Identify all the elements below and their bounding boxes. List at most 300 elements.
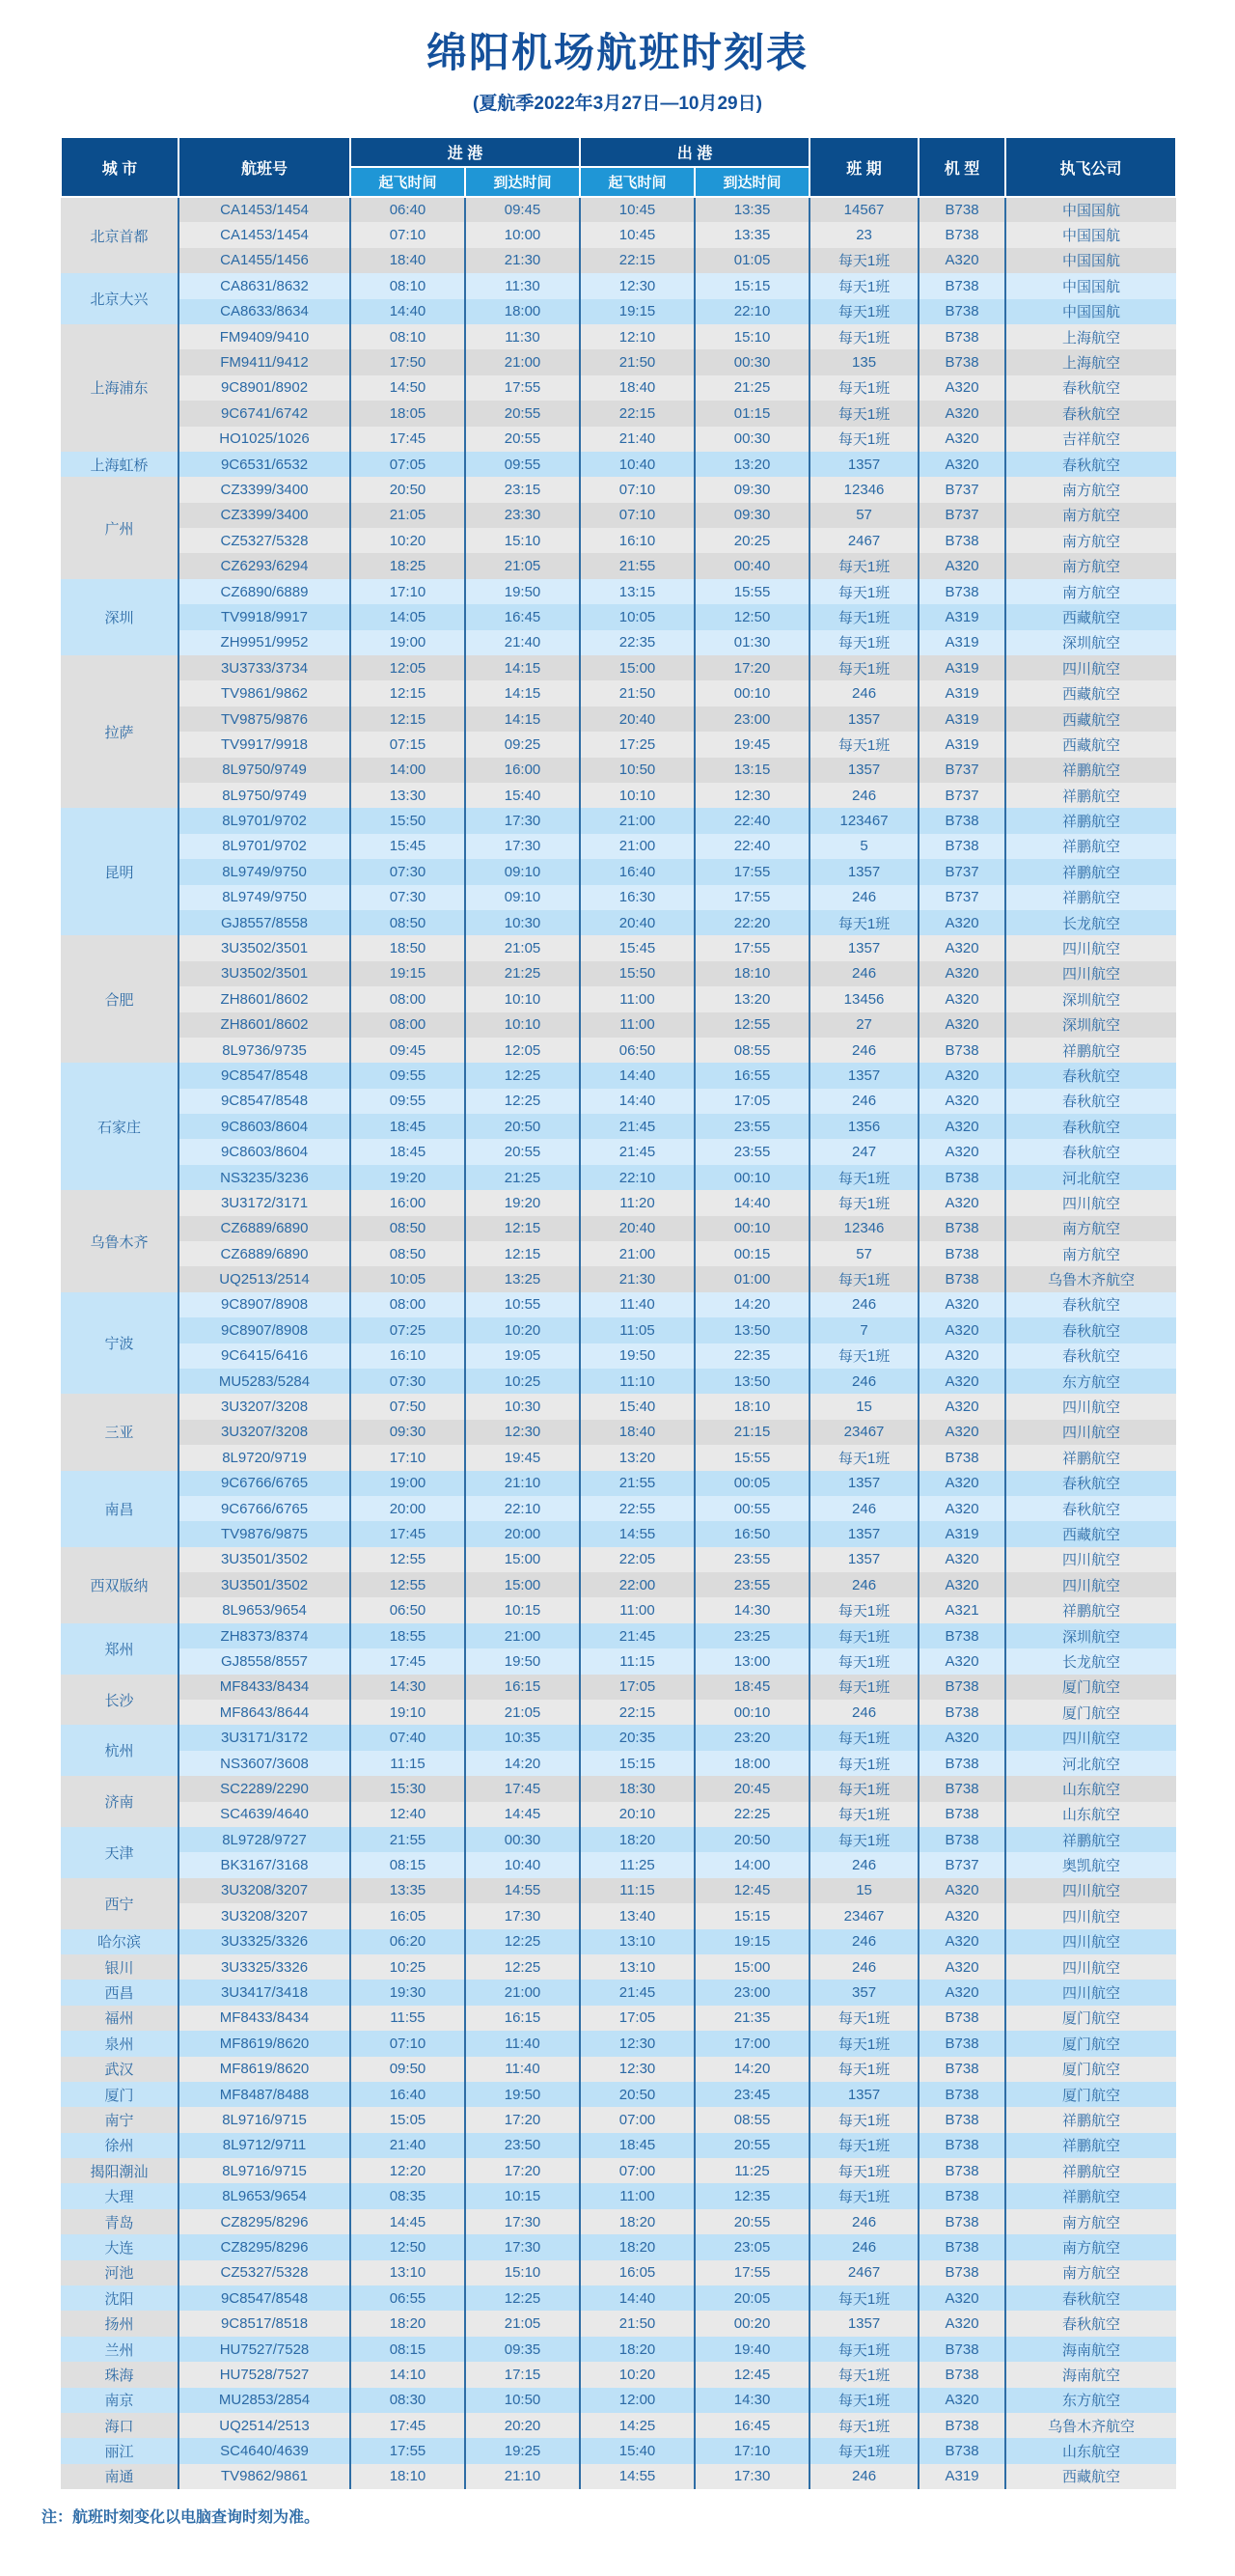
inbound-dep-cell: 17:45 bbox=[350, 1648, 465, 1674]
table-row bbox=[61, 1445, 1176, 1470]
inbound-dep-cell: 12:20 bbox=[350, 2158, 465, 2183]
inbound-dep-cell: 07:30 bbox=[350, 859, 465, 884]
inbound-dep-cell: 07:40 bbox=[350, 1725, 465, 1750]
inbound-dep-cell: 08:50 bbox=[350, 1241, 465, 1266]
airline-cell: 深圳航空 bbox=[1005, 1012, 1176, 1038]
airline-cell: 春秋航空 bbox=[1005, 1292, 1176, 1317]
schedule-cell: 每天1班 bbox=[810, 2413, 919, 2438]
aircraft-cell: A320 bbox=[919, 553, 1005, 578]
inbound-dep-cell: 18:05 bbox=[350, 401, 465, 426]
airline-cell: 中国国航 bbox=[1005, 299, 1176, 324]
inbound-dep-cell: 12:50 bbox=[350, 2234, 465, 2259]
inbound-arr-cell: 17:20 bbox=[465, 2107, 580, 2132]
airline-cell: 南方航空 bbox=[1005, 1241, 1176, 1266]
flight-no-cell: MU5283/5284 bbox=[178, 1369, 350, 1394]
inbound-arr-cell: 10:20 bbox=[465, 1317, 580, 1343]
outbound-dep-cell: 22:35 bbox=[580, 630, 695, 655]
aircraft-cell: A320 bbox=[919, 1139, 1005, 1164]
schedule-cell: 每天1班 bbox=[810, 427, 919, 452]
inbound-arr-cell: 22:10 bbox=[465, 1496, 580, 1521]
airline-cell: 祥鹏航空 bbox=[1005, 885, 1176, 910]
outbound-arr-cell: 22:40 bbox=[695, 808, 810, 833]
col-header-outbound: 出 港 bbox=[580, 137, 810, 167]
flight-no-cell: MF8643/8644 bbox=[178, 1700, 350, 1725]
inbound-dep-cell: 20:00 bbox=[350, 1496, 465, 1521]
flight-no-cell: 9C8907/8908 bbox=[178, 1292, 350, 1317]
city-cell: 北京大兴 bbox=[61, 273, 178, 324]
outbound-dep-cell: 11:00 bbox=[580, 1012, 695, 1038]
aircraft-cell: B737 bbox=[919, 859, 1005, 884]
airline-cell: 河北航空 bbox=[1005, 1751, 1176, 1776]
flight-no-cell: MF8619/8620 bbox=[178, 2057, 350, 2082]
outbound-dep-cell: 15:40 bbox=[580, 1394, 695, 1419]
table-row bbox=[61, 2413, 1176, 2438]
inbound-dep-cell: 15:45 bbox=[350, 834, 465, 859]
flight-no-cell: 3U3171/3172 bbox=[178, 1725, 350, 1750]
city-cell: 上海浦东 bbox=[61, 324, 178, 452]
page-title: 绵阳机场航班时刻表 bbox=[425, 30, 809, 75]
aircraft-cell: B737 bbox=[919, 885, 1005, 910]
schedule-cell: 每天1班 bbox=[810, 1445, 919, 1470]
outbound-dep-cell: 12:30 bbox=[580, 2057, 695, 2082]
inbound-dep-cell: 08:30 bbox=[350, 2388, 465, 2413]
schedule-cell: 57 bbox=[810, 503, 919, 528]
airline-cell: 祥鹏航空 bbox=[1005, 1445, 1176, 1470]
outbound-arr-cell: 15:55 bbox=[695, 1445, 810, 1470]
outbound-dep-cell: 11:40 bbox=[580, 1292, 695, 1317]
aircraft-cell: B738 bbox=[919, 2183, 1005, 2208]
schedule-cell: 23467 bbox=[810, 1420, 919, 1445]
schedule-cell: 246 bbox=[810, 2209, 919, 2234]
flight-no-cell: 9C8603/8604 bbox=[178, 1114, 350, 1139]
inbound-dep-cell: 18:10 bbox=[350, 2464, 465, 2489]
flight-no-cell: 3U3501/3502 bbox=[178, 1572, 350, 1597]
airline-cell: 四川航空 bbox=[1005, 935, 1176, 960]
airline-cell: 祥鹏航空 bbox=[1005, 2183, 1176, 2208]
table-row bbox=[61, 2107, 1176, 2132]
schedule-cell: 每天1班 bbox=[810, 1725, 919, 1750]
flight-no-cell: 8L9653/9654 bbox=[178, 2183, 350, 2208]
schedule-cell: 246 bbox=[810, 2464, 919, 2489]
aircraft-cell: A320 bbox=[919, 1089, 1005, 1114]
table-row bbox=[61, 1954, 1176, 1980]
schedule-cell: 每天1班 bbox=[810, 1623, 919, 1648]
table-row bbox=[61, 910, 1176, 935]
airline-cell: 祥鹏航空 bbox=[1005, 2158, 1176, 2183]
outbound-arr-cell: 00:10 bbox=[695, 1700, 810, 1725]
airline-cell: 西藏航空 bbox=[1005, 1521, 1176, 1546]
inbound-dep-cell: 07:30 bbox=[350, 1369, 465, 1394]
outbound-dep-cell: 20:40 bbox=[580, 706, 695, 732]
inbound-dep-cell: 07:15 bbox=[350, 732, 465, 757]
table-row bbox=[61, 885, 1176, 910]
col-header-airline: 执飞公司 bbox=[1005, 137, 1176, 197]
airline-cell: 南方航空 bbox=[1005, 2260, 1176, 2285]
table-row bbox=[61, 604, 1176, 629]
schedule-cell: 每天1班 bbox=[810, 1597, 919, 1622]
outbound-dep-cell: 17:05 bbox=[580, 2006, 695, 2031]
outbound-dep-cell: 20:40 bbox=[580, 1216, 695, 1241]
aircraft-cell: B738 bbox=[919, 349, 1005, 374]
aircraft-cell: A321 bbox=[919, 1597, 1005, 1622]
city-cell: 河池 bbox=[61, 2260, 178, 2285]
outbound-arr-cell: 00:55 bbox=[695, 1496, 810, 1521]
outbound-dep-cell: 21:45 bbox=[580, 1139, 695, 1164]
table-row bbox=[61, 1597, 1176, 1622]
aircraft-cell: A320 bbox=[919, 1648, 1005, 1674]
flight-no-cell: 3U3502/3501 bbox=[178, 935, 350, 960]
outbound-arr-cell: 20:55 bbox=[695, 2133, 810, 2158]
schedule-cell: 每天1班 bbox=[810, 655, 919, 680]
inbound-dep-cell: 18:45 bbox=[350, 1114, 465, 1139]
outbound-dep-cell: 14:25 bbox=[580, 2413, 695, 2438]
inbound-arr-cell: 21:05 bbox=[465, 935, 580, 960]
airline-cell: 南方航空 bbox=[1005, 528, 1176, 553]
inbound-arr-cell: 17:30 bbox=[465, 2234, 580, 2259]
schedule-cell: 1357 bbox=[810, 1547, 919, 1572]
inbound-dep-cell: 07:05 bbox=[350, 452, 465, 477]
outbound-arr-cell: 20:50 bbox=[695, 1827, 810, 1852]
schedule-cell: 246 bbox=[810, 1700, 919, 1725]
inbound-arr-cell: 10:40 bbox=[465, 1852, 580, 1877]
flight-no-cell: CA8633/8634 bbox=[178, 299, 350, 324]
inbound-dep-cell: 08:10 bbox=[350, 273, 465, 298]
outbound-dep-cell: 15:15 bbox=[580, 1751, 695, 1776]
outbound-arr-cell: 12:45 bbox=[695, 2362, 810, 2387]
aircraft-cell: A320 bbox=[919, 1292, 1005, 1317]
inbound-arr-cell: 15:40 bbox=[465, 783, 580, 808]
schedule-cell: 每天1班 bbox=[810, 2133, 919, 2158]
outbound-dep-cell: 22:05 bbox=[580, 1547, 695, 1572]
table-row bbox=[61, 1216, 1176, 1241]
inbound-arr-cell: 21:05 bbox=[465, 553, 580, 578]
flight-no-cell: ZH8601/8602 bbox=[178, 986, 350, 1011]
airline-cell: 春秋航空 bbox=[1005, 1063, 1176, 1088]
city-cell: 扬州 bbox=[61, 2311, 178, 2336]
aircraft-cell: B738 bbox=[919, 579, 1005, 604]
schedule-cell: 246 bbox=[810, 1292, 919, 1317]
inbound-dep-cell: 18:50 bbox=[350, 935, 465, 960]
inbound-dep-cell: 09:30 bbox=[350, 1420, 465, 1445]
aircraft-cell: A320 bbox=[919, 1496, 1005, 1521]
airline-cell: 东方航空 bbox=[1005, 1369, 1176, 1394]
inbound-arr-cell: 10:50 bbox=[465, 2388, 580, 2413]
aircraft-cell: B738 bbox=[919, 2133, 1005, 2158]
aircraft-cell: B738 bbox=[919, 299, 1005, 324]
aircraft-cell: B738 bbox=[919, 2413, 1005, 2438]
outbound-dep-cell: 12:10 bbox=[580, 324, 695, 349]
airline-cell: 山东航空 bbox=[1005, 1776, 1176, 1801]
aircraft-cell: B737 bbox=[919, 1852, 1005, 1877]
flight-no-cell: 9C6766/6765 bbox=[178, 1471, 350, 1496]
table-row bbox=[61, 986, 1176, 1011]
airline-cell: 春秋航空 bbox=[1005, 2285, 1176, 2311]
inbound-dep-cell: 17:10 bbox=[350, 1445, 465, 1470]
airline-cell: 春秋航空 bbox=[1005, 452, 1176, 477]
airline-cell: 春秋航空 bbox=[1005, 401, 1176, 426]
schedule-cell: 每天1班 bbox=[810, 910, 919, 935]
airline-cell: 春秋航空 bbox=[1005, 1496, 1176, 1521]
inbound-arr-cell: 19:50 bbox=[465, 1648, 580, 1674]
city-cell: 银川 bbox=[61, 1954, 178, 1980]
inbound-dep-cell: 09:45 bbox=[350, 1038, 465, 1063]
outbound-arr-cell: 11:25 bbox=[695, 2158, 810, 2183]
table-row bbox=[61, 477, 1176, 502]
flight-no-cell: 3U3207/3208 bbox=[178, 1394, 350, 1419]
schedule-cell: 每天1班 bbox=[810, 2057, 919, 2082]
flight-no-cell: MF8433/8434 bbox=[178, 1675, 350, 1700]
outbound-arr-cell: 13:15 bbox=[695, 758, 810, 783]
inbound-dep-cell: 12:55 bbox=[350, 1547, 465, 1572]
schedule-cell: 135 bbox=[810, 349, 919, 374]
airline-cell: 四川航空 bbox=[1005, 1420, 1176, 1445]
inbound-dep-cell: 14:45 bbox=[350, 2209, 465, 2234]
table-row bbox=[61, 528, 1176, 553]
outbound-arr-cell: 01:30 bbox=[695, 630, 810, 655]
inbound-arr-cell: 21:05 bbox=[465, 2311, 580, 2336]
flight-no-cell: 3U3208/3207 bbox=[178, 1878, 350, 1903]
airline-cell: 上海航空 bbox=[1005, 324, 1176, 349]
flight-no-cell: 3U3733/3734 bbox=[178, 655, 350, 680]
inbound-dep-cell: 19:00 bbox=[350, 630, 465, 655]
outbound-dep-cell: 20:10 bbox=[580, 1802, 695, 1827]
outbound-dep-cell: 16:10 bbox=[580, 528, 695, 553]
aircraft-cell: B738 bbox=[919, 1776, 1005, 1801]
outbound-dep-cell: 15:45 bbox=[580, 935, 695, 960]
flight-no-cell: NS3235/3236 bbox=[178, 1165, 350, 1190]
aircraft-cell: A320 bbox=[919, 986, 1005, 1011]
outbound-dep-cell: 13:40 bbox=[580, 1903, 695, 1928]
inbound-dep-cell: 21:40 bbox=[350, 2133, 465, 2158]
inbound-dep-cell: 19:10 bbox=[350, 1700, 465, 1725]
inbound-arr-cell: 12:25 bbox=[465, 1089, 580, 1114]
inbound-arr-cell: 14:15 bbox=[465, 706, 580, 732]
schedule-cell: 每天1班 bbox=[810, 248, 919, 273]
flight-no-cell: FM9409/9410 bbox=[178, 324, 350, 349]
outbound-dep-cell: 21:30 bbox=[580, 1266, 695, 1291]
flight-no-cell: SC4639/4640 bbox=[178, 1802, 350, 1827]
city-cell: 南京 bbox=[61, 2388, 178, 2413]
outbound-dep-cell: 11:10 bbox=[580, 1369, 695, 1394]
city-cell: 武汉 bbox=[61, 2057, 178, 2082]
aircraft-cell: B738 bbox=[919, 1802, 1005, 1827]
outbound-dep-cell: 20:40 bbox=[580, 910, 695, 935]
inbound-dep-cell: 21:55 bbox=[350, 1827, 465, 1852]
outbound-dep-cell: 16:05 bbox=[580, 2260, 695, 2285]
aircraft-cell: A320 bbox=[919, 1878, 1005, 1903]
table-row bbox=[61, 655, 1176, 680]
outbound-arr-cell: 15:15 bbox=[695, 273, 810, 298]
table-row bbox=[61, 630, 1176, 655]
outbound-dep-cell: 18:20 bbox=[580, 2234, 695, 2259]
inbound-dep-cell: 14:00 bbox=[350, 758, 465, 783]
outbound-arr-cell: 14:30 bbox=[695, 2388, 810, 2413]
outbound-arr-cell: 23:00 bbox=[695, 1980, 810, 2005]
city-cell: 宁波 bbox=[61, 1292, 178, 1395]
inbound-arr-cell: 14:20 bbox=[465, 1751, 580, 1776]
table-row bbox=[61, 732, 1176, 757]
outbound-arr-cell: 17:55 bbox=[695, 935, 810, 960]
aircraft-cell: A320 bbox=[919, 1980, 1005, 2005]
outbound-arr-cell: 21:35 bbox=[695, 2006, 810, 2031]
flight-no-cell: 3U3208/3207 bbox=[178, 1903, 350, 1928]
schedule-cell: 每天1班 bbox=[810, 1776, 919, 1801]
aircraft-cell: A320 bbox=[919, 1114, 1005, 1139]
inbound-arr-cell: 14:15 bbox=[465, 680, 580, 706]
inbound-arr-cell: 21:00 bbox=[465, 1980, 580, 2005]
outbound-arr-cell: 01:15 bbox=[695, 401, 810, 426]
aircraft-cell: A320 bbox=[919, 2311, 1005, 2336]
city-cell: 北京首都 bbox=[61, 197, 178, 273]
city-cell: 杭州 bbox=[61, 1725, 178, 1776]
inbound-dep-cell: 06:50 bbox=[350, 1597, 465, 1622]
airline-cell: 中国国航 bbox=[1005, 197, 1176, 222]
flight-no-cell: FM9411/9412 bbox=[178, 349, 350, 374]
inbound-arr-cell: 17:30 bbox=[465, 808, 580, 833]
inbound-arr-cell: 10:10 bbox=[465, 1012, 580, 1038]
airline-cell: 祥鹏航空 bbox=[1005, 2133, 1176, 2158]
outbound-arr-cell: 09:30 bbox=[695, 503, 810, 528]
table-row bbox=[61, 1802, 1176, 1827]
inbound-arr-cell: 10:00 bbox=[465, 222, 580, 247]
flight-no-cell: UQ2514/2513 bbox=[178, 2413, 350, 2438]
outbound-arr-cell: 14:30 bbox=[695, 1597, 810, 1622]
aircraft-cell: B737 bbox=[919, 758, 1005, 783]
inbound-arr-cell: 10:30 bbox=[465, 910, 580, 935]
outbound-dep-cell: 10:20 bbox=[580, 2362, 695, 2387]
aircraft-cell: B738 bbox=[919, 834, 1005, 859]
aircraft-cell: A320 bbox=[919, 401, 1005, 426]
inbound-arr-cell: 17:55 bbox=[465, 375, 580, 401]
flight-no-cell: 3U3325/3326 bbox=[178, 1954, 350, 1980]
flight-no-cell: 8L9716/9715 bbox=[178, 2158, 350, 2183]
flight-no-cell: TV9917/9918 bbox=[178, 732, 350, 757]
flight-no-cell: 9C8547/8548 bbox=[178, 1089, 350, 1114]
col-header-outbound-dep: 起飞时间 bbox=[580, 167, 695, 197]
airline-cell: 四川航空 bbox=[1005, 1572, 1176, 1597]
outbound-arr-cell: 18:00 bbox=[695, 1751, 810, 1776]
col-header-outbound-arr: 到达时间 bbox=[695, 167, 810, 197]
table-row bbox=[61, 1012, 1176, 1038]
inbound-dep-cell: 10:20 bbox=[350, 528, 465, 553]
schedule-cell: 2467 bbox=[810, 2260, 919, 2285]
table-row bbox=[61, 1776, 1176, 1801]
inbound-arr-cell: 10:15 bbox=[465, 2183, 580, 2208]
outbound-dep-cell: 13:10 bbox=[580, 1954, 695, 1980]
table-row bbox=[61, 452, 1176, 477]
flight-no-cell: MF8619/8620 bbox=[178, 2031, 350, 2056]
airline-cell: 长龙航空 bbox=[1005, 1648, 1176, 1674]
outbound-dep-cell: 16:40 bbox=[580, 859, 695, 884]
outbound-dep-cell: 10:45 bbox=[580, 222, 695, 247]
inbound-dep-cell: 19:00 bbox=[350, 1471, 465, 1496]
col-header-inbound-arr: 到达时间 bbox=[465, 167, 580, 197]
inbound-dep-cell: 10:05 bbox=[350, 1266, 465, 1291]
aircraft-cell: B738 bbox=[919, 808, 1005, 833]
outbound-dep-cell: 21:55 bbox=[580, 1471, 695, 1496]
flight-no-cell: GJ8558/8557 bbox=[178, 1648, 350, 1674]
inbound-dep-cell: 08:00 bbox=[350, 986, 465, 1011]
aircraft-cell: A319 bbox=[919, 680, 1005, 706]
flight-no-cell: TV9875/9876 bbox=[178, 706, 350, 732]
schedule-cell: 每天1班 bbox=[810, 2438, 919, 2463]
flight-no-cell: CA1453/1454 bbox=[178, 197, 350, 222]
table-row bbox=[61, 2337, 1176, 2362]
schedule-cell: 246 bbox=[810, 1496, 919, 1521]
aircraft-cell: A320 bbox=[919, 248, 1005, 273]
outbound-dep-cell: 10:10 bbox=[580, 783, 695, 808]
aircraft-cell: B738 bbox=[919, 528, 1005, 553]
schedule-cell: 246 bbox=[810, 1369, 919, 1394]
inbound-arr-cell: 21:25 bbox=[465, 1165, 580, 1190]
outbound-dep-cell: 13:20 bbox=[580, 1445, 695, 1470]
outbound-dep-cell: 10:50 bbox=[580, 758, 695, 783]
city-cell: 西双版纳 bbox=[61, 1547, 178, 1623]
outbound-dep-cell: 10:05 bbox=[580, 604, 695, 629]
airline-cell: 四川航空 bbox=[1005, 961, 1176, 986]
airline-cell: 南方航空 bbox=[1005, 477, 1176, 502]
outbound-arr-cell: 15:15 bbox=[695, 1903, 810, 1928]
aircraft-cell: B738 bbox=[919, 1700, 1005, 1725]
table-row bbox=[61, 2209, 1176, 2234]
outbound-arr-cell: 17:55 bbox=[695, 2260, 810, 2285]
flight-no-cell: TV9861/9862 bbox=[178, 680, 350, 706]
outbound-arr-cell: 23:55 bbox=[695, 1139, 810, 1164]
flight-no-cell: 9C8547/8548 bbox=[178, 2285, 350, 2311]
table-row bbox=[61, 375, 1176, 401]
outbound-arr-cell: 13:20 bbox=[695, 452, 810, 477]
schedule-cell: 每天1班 bbox=[810, 273, 919, 298]
aircraft-cell: B738 bbox=[919, 2234, 1005, 2259]
table-row bbox=[61, 1648, 1176, 1674]
city-cell: 泉州 bbox=[61, 2031, 178, 2056]
flight-no-cell: CZ6889/6890 bbox=[178, 1241, 350, 1266]
city-cell: 长沙 bbox=[61, 1675, 178, 1726]
outbound-arr-cell: 22:25 bbox=[695, 1802, 810, 1827]
schedule-cell: 每天1班 bbox=[810, 1827, 919, 1852]
aircraft-cell: B738 bbox=[919, 273, 1005, 298]
outbound-arr-cell: 00:15 bbox=[695, 1241, 810, 1266]
flight-no-cell: CA1453/1454 bbox=[178, 222, 350, 247]
outbound-arr-cell: 23:55 bbox=[695, 1114, 810, 1139]
inbound-arr-cell: 15:00 bbox=[465, 1547, 580, 1572]
outbound-arr-cell: 00:10 bbox=[695, 1165, 810, 1190]
schedule-cell: 7 bbox=[810, 1317, 919, 1343]
outbound-dep-cell: 22:10 bbox=[580, 1165, 695, 1190]
schedule-cell: 每天1班 bbox=[810, 2107, 919, 2132]
flight-no-cell: CZ3399/3400 bbox=[178, 477, 350, 502]
schedule-cell: 每天1班 bbox=[810, 299, 919, 324]
schedule-cell: 23 bbox=[810, 222, 919, 247]
inbound-arr-cell: 12:25 bbox=[465, 1929, 580, 1954]
outbound-dep-cell: 22:55 bbox=[580, 1496, 695, 1521]
inbound-dep-cell: 15:50 bbox=[350, 808, 465, 833]
inbound-arr-cell: 10:10 bbox=[465, 986, 580, 1011]
airline-cell: 上海航空 bbox=[1005, 349, 1176, 374]
outbound-arr-cell: 01:05 bbox=[695, 248, 810, 273]
outbound-dep-cell: 12:30 bbox=[580, 2031, 695, 2056]
outbound-dep-cell: 11:20 bbox=[580, 1190, 695, 1215]
flight-no-cell: CZ5327/5328 bbox=[178, 528, 350, 553]
inbound-arr-cell: 18:00 bbox=[465, 299, 580, 324]
inbound-arr-cell: 20:20 bbox=[465, 2413, 580, 2438]
flight-no-cell: MU2853/2854 bbox=[178, 2388, 350, 2413]
inbound-arr-cell: 11:30 bbox=[465, 324, 580, 349]
outbound-arr-cell: 13:50 bbox=[695, 1317, 810, 1343]
table-row bbox=[61, 1114, 1176, 1139]
inbound-dep-cell: 16:10 bbox=[350, 1343, 465, 1369]
outbound-dep-cell: 11:00 bbox=[580, 2183, 695, 2208]
